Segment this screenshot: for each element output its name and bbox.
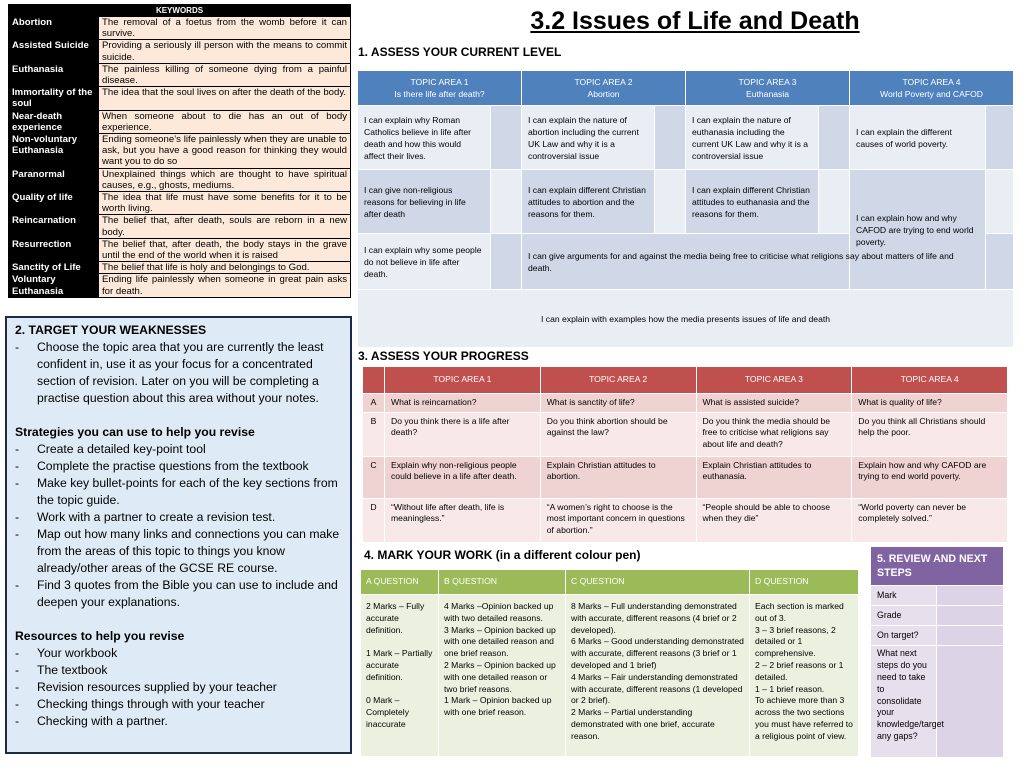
can-statement: I can explain the different causes of world poverty. [850, 106, 986, 170]
mark-scheme-table [360, 569, 859, 757]
keyword-definition: The removal of a foetus from the womb before it can survive. [99, 17, 351, 40]
question-cell: Do you think the media should be free to criticise what religions say about life and death? [696, 412, 852, 456]
grade-label: Grade [871, 606, 937, 626]
question-cell: What is quality of life? [852, 394, 1008, 413]
section-4-heading: 4. MARK YOUR WORK (in a different colour pen) [364, 548, 641, 562]
keyword-term: Assisted Suicide [9, 40, 99, 63]
mark-band: 2 Marks – Fully accurate definition. [366, 601, 425, 635]
mark-band: Each section is marked out of 3. [755, 601, 844, 623]
keyword-term: Resurrection [9, 238, 99, 261]
topic-area-header: TOPIC AREA 4 [852, 367, 1008, 394]
can-statement: I can explain why some people do not believe in life after death. [358, 234, 491, 290]
b-question-marks [439, 595, 566, 757]
section-3-heading: 3. ASSESS YOUR PROGRESS [358, 349, 529, 363]
keyword-term: Reincarnation [9, 215, 99, 238]
column-header: A QUESTION [361, 570, 439, 595]
mark-band: To achieve more than 3 across the two sections you must have referred to a religious point of view. [755, 695, 853, 741]
keyword-definition: Unexplained things which are thought to have spiritual causes, e.g., ghosts, mediums. [99, 168, 351, 191]
column-header: C QUESTION [566, 570, 750, 595]
question-cell: Explain how and why CAFOD are trying to end world poverty. [852, 456, 1008, 498]
intro-item: - Choose the topic area that you are currently the least confident in, use it as your focus for a concentrated section of revision. Later on you will be completing a practise question about this area without your notes. [15, 339, 342, 407]
question-cell: Do you think abortion should be against the law? [540, 412, 696, 456]
question-cell: What is reincarnation? [385, 394, 541, 413]
question-cell: “A women’s right to choose is the most important concern in questions of abortion.” [540, 498, 696, 542]
keyword-term: Quality of life [9, 192, 99, 215]
c-question-marks [566, 595, 750, 757]
topic-area-title: World Poverty and CAFOD [880, 89, 984, 99]
mark-band: 2 Marks – Partial understanding demonstrated with one brief, accurate reason. [571, 707, 715, 741]
keyword-definition: Ending life painlessly when someone in great pain asks for death. [99, 274, 351, 297]
self-rating-box[interactable] [655, 170, 686, 234]
question-cell: Explain Christian attitudes to abortion. [540, 456, 696, 498]
keyword-term: Paranormal [9, 168, 99, 191]
section-5-heading: 5. REVIEW AND NEXT STEPS [871, 547, 1004, 586]
question-cell: “World poverty can never be completely solved.” [852, 498, 1008, 542]
keyword-term: Near-death experience [9, 110, 99, 133]
question-cell: “People should be able to choose when they die” [696, 498, 852, 542]
question-cell: What is sanctity of life? [540, 394, 696, 413]
list-item: - The textbook [15, 662, 342, 679]
a-question-marks [361, 595, 439, 757]
keyword-definition: Providing a seriously ill person with the means to commit suicide. [99, 40, 351, 63]
on-target-entry[interactable] [937, 626, 1004, 646]
topic-area-label: TOPIC AREA 4 [902, 77, 961, 87]
row-letter: D [363, 498, 385, 542]
question-cell: Explain Christian attitudes to euthanasia. [696, 456, 852, 498]
keyword-term: Sanctity of Life [9, 262, 99, 274]
topic-area-4-header [850, 71, 1014, 106]
question-cell: Do you think there is a life after death? [385, 412, 541, 456]
target-weaknesses-box [5, 316, 352, 754]
list-item: - Create a detailed key-point tool [15, 441, 342, 458]
column-header: D QUESTION [750, 570, 859, 595]
self-rating-box[interactable] [491, 170, 522, 234]
can-statement: I can explain the nature of abortion including the current UK Law and why it is a controversial issue [522, 106, 655, 170]
can-statement: I can explain how and why CAFOD are trying to end world poverty. [850, 170, 986, 290]
topic-area-label: TOPIC AREA 2 [574, 77, 633, 87]
topic-area-header: TOPIC AREA 3 [696, 367, 852, 394]
row-letter: A [363, 394, 385, 413]
keyword-definition: The idea that life must have some benefits for it to be worth living. [99, 192, 351, 215]
grade-entry[interactable] [937, 606, 1004, 626]
list-item: - Make key bullet-points for each of the key sections from the topic guide. [15, 475, 342, 509]
keyword-term: Euthanasia [9, 63, 99, 86]
mark-band: 2 Marks – Opinion backed up with one detailed reason or two brief reasons. [444, 659, 556, 694]
review-next-steps-table [870, 546, 1004, 758]
mark-band: 8 Marks – Full understanding demonstrated with accurate, different reasons (4 brief or 2 developed). [571, 601, 737, 635]
mark-band: 1 Mark – Opinion backed up with one brief reason. [444, 695, 552, 718]
can-statement: I can explain different Christian attitudes to abortion and the reasons for them. [522, 170, 655, 234]
can-statement: I can give non-religious reasons for believing in life after death [358, 170, 491, 234]
can-statement: I can explain the nature of euthanasia including the current UK Law and why it is a controversial issue [686, 106, 819, 170]
mark-band: 1 Mark – Partially accurate definition. [366, 648, 433, 682]
self-rating-box[interactable] [655, 106, 686, 170]
keyword-definition: The belief that, after death, the body stays in the grave until the end of the world when it is raised [99, 238, 351, 261]
self-rating-box[interactable] [491, 234, 522, 290]
row-letter: B [363, 412, 385, 456]
next-steps-entry[interactable] [937, 646, 1004, 758]
question-cell: “Without life after death, life is meaningless.” [385, 498, 541, 542]
question-cell: Do you think all Christians should help the poor. [852, 412, 1008, 456]
topic-area-header: TOPIC AREA 2 [540, 367, 696, 394]
page-title: 3.2 Issues of Life and Death [530, 7, 860, 35]
d-question-marks [750, 595, 859, 757]
column-header: B QUESTION [439, 570, 566, 595]
list-item: - Work with a partner to create a revision test. [15, 509, 342, 526]
self-rating-box[interactable] [819, 106, 850, 170]
question-cell: Explain why non-religious people could believe in a life after death. [385, 456, 541, 498]
can-statement: I can explain why Roman Catholics believe in life after death and how this would affect their lives. [358, 106, 491, 170]
strategies-list [15, 441, 342, 611]
keyword-definition: The painless killing of someone dying from a painful disease. [99, 63, 351, 86]
list-item: - Map out how many links and connections you can make from the areas of this topic to things you know already/other areas of the GCSE RE course. [15, 526, 342, 577]
self-rating-box[interactable] [986, 234, 1014, 290]
topic-area-title: Euthanasia [746, 89, 790, 99]
list-item: - Complete the practise questions from the textbook [15, 458, 342, 475]
mark-band: 2 – 2 brief reasons or 1 detailed. [755, 659, 844, 682]
topic-area-title: Abortion [587, 89, 620, 99]
keyword-definition: The belief that life is holy and belongings to God. [99, 262, 351, 274]
topic-area-label: TOPIC AREA 1 [410, 77, 469, 87]
section-2-heading: 2. TARGET YOUR WEAKNESSES [15, 323, 207, 337]
can-statement: I can explain with examples how the media presents issues of life and death [358, 290, 1014, 348]
mark-entry[interactable] [937, 586, 1004, 606]
keyword-definition: When someone about to die has an out of body experience. [99, 110, 351, 133]
topic-area-1-header [358, 71, 522, 106]
assess-current-level-table [357, 70, 1014, 348]
strategies-heading: Strategies you can use to help you revise [15, 425, 255, 439]
topic-area-3-header [686, 71, 850, 106]
self-rating-box[interactable] [986, 170, 1014, 234]
question-cell: What is assisted suicide? [696, 394, 852, 413]
keyword-definition: The belief that, after death, souls are reborn in a new body. [99, 215, 351, 238]
keyword-term: Abortion [9, 17, 99, 40]
can-statement: I can give arguments for and against the media being free to criticise what religions say about matters of life and death. [522, 234, 986, 290]
list-item: - Your workbook [15, 645, 342, 662]
mark-band: 4 Marks –Opinion backed up with two detailed reasons. [444, 601, 554, 623]
self-rating-box[interactable] [819, 170, 850, 234]
topic-area-2-header [522, 71, 686, 106]
self-rating-box[interactable] [491, 106, 522, 170]
next-steps-label: What next steps do you need to take to consolidate your knowledge/target any gaps? [871, 646, 937, 758]
resources-heading: Resources to help you revise [15, 629, 185, 643]
keyword-term: Immortality of the soul [9, 87, 99, 110]
topic-area-header: TOPIC AREA 1 [385, 367, 541, 394]
list-item: - Find 3 quotes from the Bible you can use to include and deepen your explanations. [15, 577, 342, 611]
list-item: - Revision resources supplied by your teacher [15, 679, 342, 696]
row-letter: C [363, 456, 385, 498]
resources-list [15, 645, 342, 730]
keyword-term: Non-voluntary Euthanasia [9, 134, 99, 169]
mark-label: Mark [871, 586, 937, 606]
mark-band: 6 Marks – Good understanding demonstrated with accurate, different reasons (3 brief or 1 developed and 1 brief) [571, 636, 744, 670]
mark-band: 3 Marks – Opinion backed up with one detailed reason and one brief reason. [444, 624, 556, 659]
list-item: - Checking things through with your teacher [15, 696, 342, 713]
mark-band: 0 Mark – Completely inaccurate [366, 695, 409, 729]
topic-area-title: Is there life after death? [394, 89, 485, 99]
on-target-label: On target? [871, 626, 937, 646]
list-item: - Checking with a partner. [15, 713, 342, 730]
section-1-heading: 1. ASSESS YOUR CURRENT LEVEL [358, 45, 562, 59]
mark-band: 4 Marks – Fair understanding demonstrated with accurate, different reasons (1 developed or 2 brief). [571, 671, 743, 706]
assess-progress-table [362, 366, 1008, 543]
keyword-definition: Ending someone’s life painlessly when they are unable to ask, but you have a good reason for thinking they would want you to do so [99, 134, 351, 169]
keywords-table [8, 4, 351, 298]
self-rating-box[interactable] [986, 106, 1014, 170]
mark-band: 3 – 3 brief reasons, 2 detailed or 1 comprehensive. [755, 624, 836, 659]
topic-area-label: TOPIC AREA 3 [738, 77, 797, 87]
mark-band: 1 – 1 brief reason. [755, 683, 825, 694]
keyword-definition: The idea that the soul lives on after the death of the body. [99, 87, 351, 110]
keyword-term: Voluntary Euthanasia [9, 274, 99, 297]
keywords-header: KEYWORDS [9, 5, 351, 17]
can-statement: I can explain different Christian attitudes to euthanasia and the reasons for them. [686, 170, 819, 234]
